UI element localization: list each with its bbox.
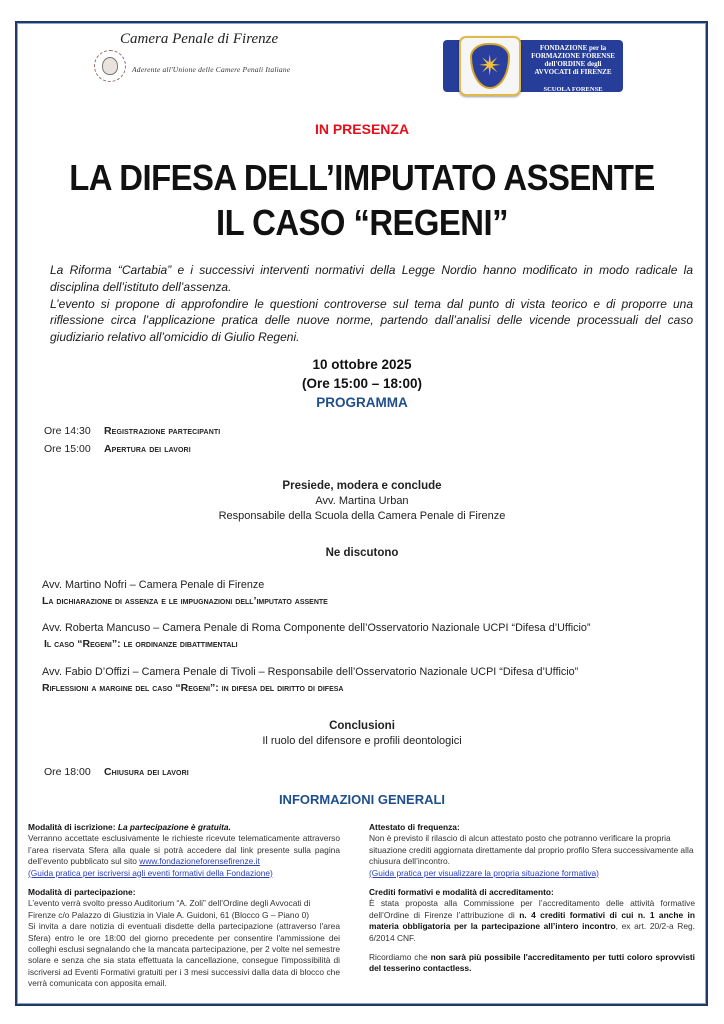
panel-heading-block [0, 546, 724, 561]
scuola-forense-label: SCUOLA FORENSE [543, 86, 603, 93]
info-heading: INFORMAZIONI GENERALI [278, 792, 446, 807]
compass-star-shield-icon: ✴ [470, 43, 510, 89]
partecipazione-venue: L’evento verrà svolto presso Auditorium “A. Zoli” dell’Ordine degli Avvocati di Firenze c/o Palazzo di Giustizia in Viale A. Guidoni, 61 (Blocco G – Piano 0) [28, 898, 311, 920]
event-description: La Riforma “Cartabia” e i successivi interventi normativi della Legge Nordio hanno modificato in modo radicale la disciplina dell’istituto dell’assenza. L’evento si propone di approfondire le questioni controverse sul tema dal punto di vista teorico e di proporre una riflessione circa l’applicazione pratica delle nuove norme, partendo dall’analisi delle vicende processuali del caso giudiziario relativo all’omicidio di Giulio Regeni. [50, 263, 693, 345]
fondazione-forense-logo [443, 36, 623, 94]
speaker-item [42, 620, 591, 652]
camera-penale-logo [92, 30, 332, 90]
partecipazione-section [28, 887, 340, 990]
speaker-line: Avv. Roberta Mancuso – Camera Penale di Roma Componente dell’Osservatorio Nazionale UCPI “Difesa d’Ufficio” [42, 622, 591, 634]
chair-name: Avv. Martina Urban [315, 495, 409, 507]
event-hours: (Ore 15:00 – 18:00) [301, 376, 423, 391]
iscrizione-body: Verranno accettate esclusivamente le richieste ricevute telematicamente attraverso l’area riservata Sfera alla quale si potrà accedere dal link presente sulla pagina dell’evento pubblicato sul sito [28, 833, 340, 867]
conclusions-heading: Conclusioni [329, 720, 395, 732]
chair-role: Responsabile della Scuola della Camera Penale di Firenze [218, 510, 506, 522]
iscrizione-heading: Modalità di iscrizione [28, 822, 113, 832]
event-date: 10 ottobre 2025 [312, 357, 412, 372]
speaker-line: Avv. Martino Nofri – Camera Penale di Firenze [42, 579, 265, 591]
programma-heading: PROGRAMMA [316, 395, 408, 410]
schedule-item: Ore 18:00 Chiusura dei lavori [44, 766, 189, 778]
speaker-topic: La dichiarazione di assenza e le impugnazioni dell’imputato assente [42, 595, 328, 607]
fondazione-site-link[interactable]: www.fondazioneforensefirenze.it [139, 856, 260, 867]
chair-block [0, 479, 724, 524]
attestato-section [369, 822, 695, 879]
attestato-guide-link[interactable]: (Guida pratica per visualizzare la propria situazione formativa) [369, 867, 599, 878]
schedule-item: Ore 14:30 Registrazione partecipanti [44, 425, 221, 437]
speaker-line: Avv. Fabio D’Offizi – Camera Penale di Tivoli – Responsabile dell’Osservatorio Nazionale UCPI “Difesa d’Ufficio” [42, 666, 579, 678]
speaker-topic: Il caso “Regeni”: le ordinanze dibattimentali [44, 638, 238, 650]
event-title: LA DIFESA DELL’IMPUTATO ASSENTE IL CASO “REGENI” [69, 157, 655, 243]
partecipazione-cancellation: Si invita a dare notizia di eventuali disdette della partecipazione (attraverso l'area Sfera) entro le ore 18:00 del giorno precedente per consentire l'ammissione dei colleghi esclusi segnalando che la mancata partecipazione, per 2 volte nel semestre solare e senza che sia stata effettuata la cancellazione, consegue l'impossibilità di iscriversi ad Eventi Formativi gratuiti per i 3 mesi successivi dalla data di blocco che verrà comunicata con apposita email. [28, 921, 340, 989]
speaker-topic: Riflessioni a margine del caso “Regeni”: in difesa del diritto di difesa [42, 682, 344, 694]
event-date-block [0, 355, 724, 412]
partecipazione-heading: Modalità di partecipazione: [28, 887, 136, 898]
conclusions-block [0, 719, 724, 749]
crediti-section: Crediti formativi e modalità di accreditamento: È stata proposta alla Commissione per l’accreditamento delle attività formative dell’Ordine di Firenze l’attribuzione di n. 4 crediti formativi di cui n. 1 anche in materia obbligatoria per la partecipazione all’intero incontro, ex art. 20/2-a Reg. 6/2014 CNF. [369, 887, 695, 943]
fondazione-forense-text: FONDAZIONE per la FORMAZIONE FORENSE dell'ORDINE degli AVVOCATI di FIRENZE SCUOLA FORENSE [525, 44, 621, 94]
chair-heading: Presiede, modera e conclude [282, 480, 442, 492]
camera-penale-title: Camera Penale di Firenze [120, 31, 279, 47]
crediti-highlight: n. 4 crediti formativi di cui n. 1 anche in materia obbligatoria per la partecipazione all’intero incontro [369, 909, 695, 932]
speaker-item [42, 577, 328, 609]
crediti-heading: Crediti formativi e modalità di accreditamento: [369, 887, 554, 898]
iscrizione-guide-link[interactable]: (Guida pratica per iscriversi agli eventi formativi della Fondazione) [28, 867, 273, 878]
contactless-reminder: Ricordiamo che non sarà più possibile l'accreditamento per tutti coloro sprovvisti del tesserino contactless. [369, 952, 696, 974]
panel-heading: Ne discutono [325, 547, 399, 559]
iscrizione-section: Modalità di iscrizione: La partecipazione è gratuita. Verranno accettate esclusivamente le richieste ricevute telematicamente attraverso l’area riservata Sfera alla quale si potrà accedere dal link presente sulla pagina dell’evento pubblicato sul sito www.fondazioneforensefirenze.it (Guida pratica per iscriversi agli eventi formativi della Fondazione) [28, 822, 340, 878]
info-left-column [28, 822, 340, 998]
schedule-item: Ore 15:00 Apertura dei lavori [44, 443, 191, 455]
speaker-item [42, 664, 578, 696]
info-right-column [369, 822, 695, 975]
iscrizione-note: La partecipazione è gratuita. [117, 822, 231, 832]
attestato-body: Non è previsto il rilascio di alcun attestato posto che potranno verificare la propria situazione crediti aggiornata direttamente dal proprio profilo Sfera successivamente alla chiusura dell’incontro. [369, 833, 694, 867]
conclusions-text: Il ruolo del difensore e profili deontologici [262, 735, 462, 747]
camera-penale-subtitle: Aderente all'Unione delle Camere Penali Italiane [132, 65, 291, 74]
attestato-heading: Attestato di frequenza: [369, 822, 460, 832]
event-mode-label: IN PRESENZA [314, 121, 410, 137]
seal-icon [94, 50, 126, 82]
